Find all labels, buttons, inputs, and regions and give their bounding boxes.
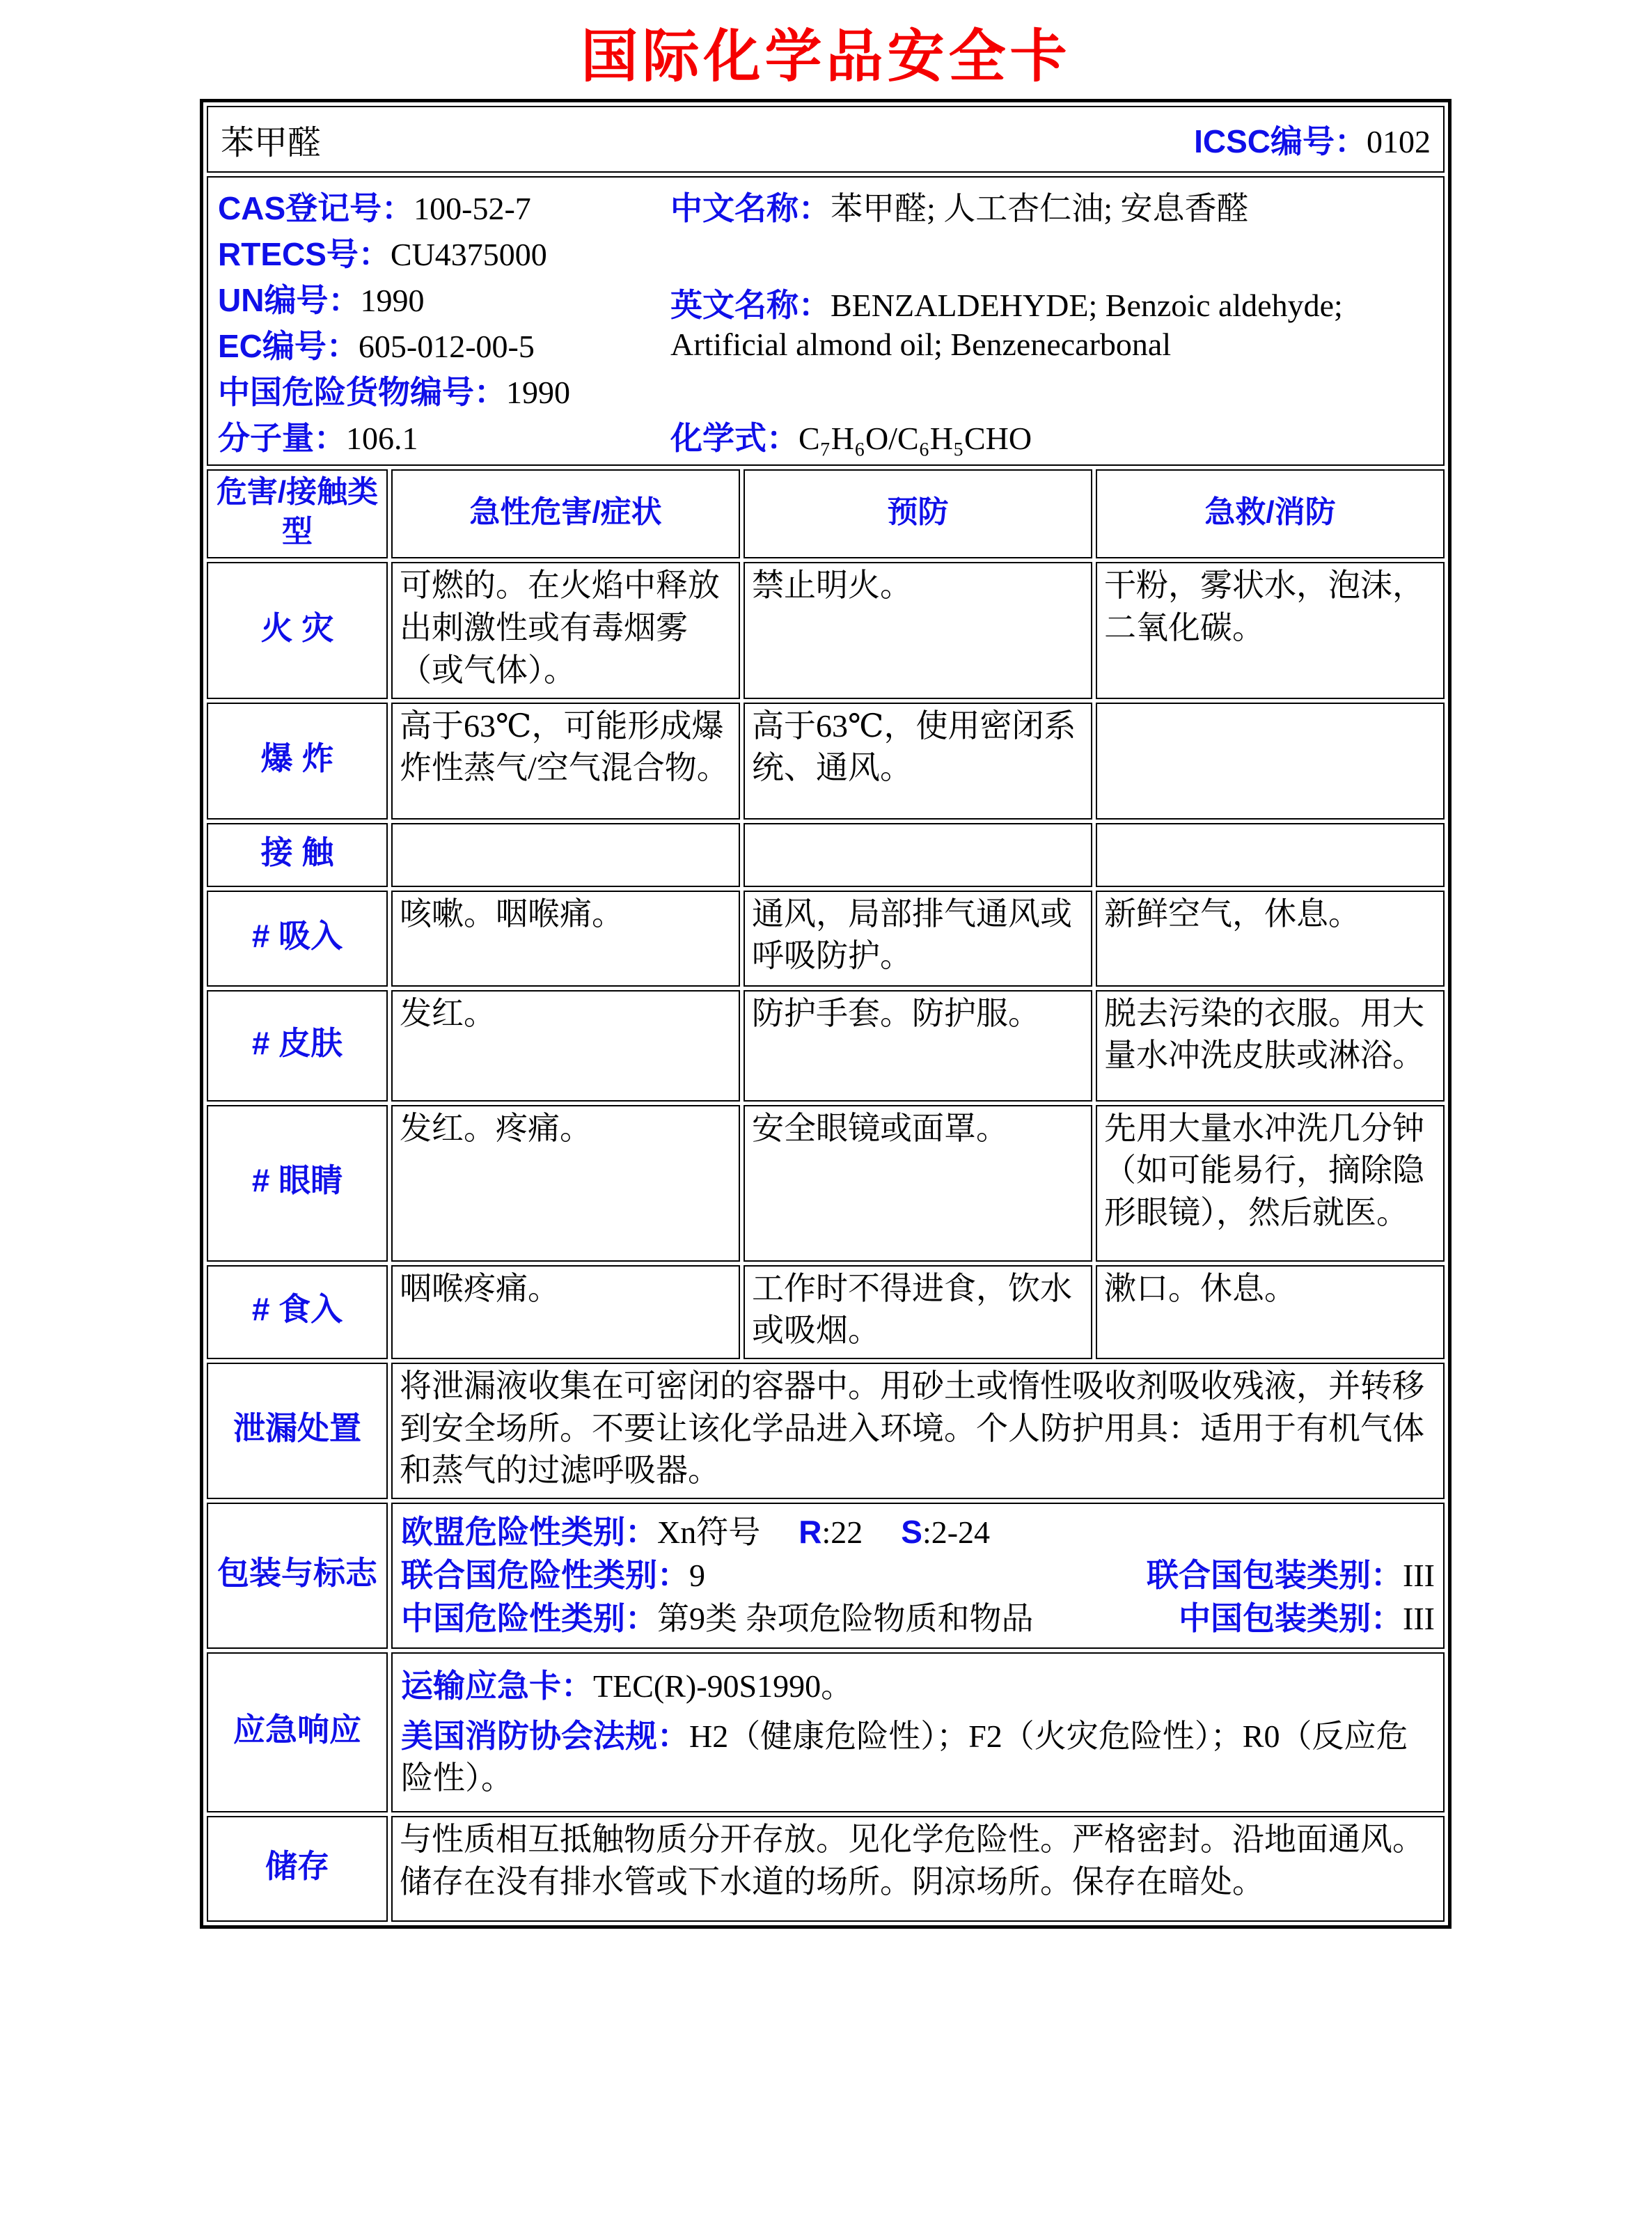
english-name-value: BENZALDEHYDE; Benzoic aldehyde; Artificial almond oil; Benzenecarbonal — [670, 287, 1343, 362]
card-header — [207, 106, 1445, 173]
cn-packing-label: 中国包装类别： — [1179, 1600, 1403, 1637]
icsc-number-label: ICSC编号： — [1194, 123, 1367, 159]
cn-packing-group — [1179, 1597, 1435, 1640]
eu-hazard-class-value: Xn符号 — [657, 1514, 761, 1551]
row-label-explosion: 爆 炸 — [207, 703, 388, 820]
column-header-symptoms: 急性危害/症状 — [391, 469, 740, 558]
spill-disposal-cell: 将泄漏液收集在可密闭的容器中。用砂土或惰性吸收剂吸收残液，并转移到安全场所。不要让该化学品进入环境。个人防护用具：适用于有机气体和蒸气的过滤呼吸器。 — [391, 1363, 1445, 1499]
explosion-response-cell — [1096, 703, 1445, 820]
cn-packing-value: III — [1403, 1601, 1435, 1637]
r-phrase-value: :22 — [821, 1514, 863, 1551]
inhalation-symptoms-cell: 咳嗽。咽喉痛。 — [391, 891, 740, 987]
storage-cell: 与性质相互抵触物质分开存放。见化学危险性。严格密封。沿地面通风。储存在没有排水管或下水道的场所。阴凉场所。保存在暗处。 — [391, 1816, 1445, 1922]
un-hazard-class-group — [401, 1554, 705, 1597]
fire-symptoms-cell: 可燃的。在火焰中释放出刺激性或有毒烟雾（或气体）。 — [391, 562, 740, 698]
row-label-emergency-response: 应急响应 — [207, 1652, 388, 1812]
hazard-table — [207, 469, 1445, 1922]
page-title: 国际化学品安全卡 — [581, 23, 1071, 90]
nfpa-value: H2（健康危险性）；F2（火灾危险性）；R0（反应危险性）。 — [401, 1718, 1408, 1796]
eyes-prevention-cell: 安全眼镜或面罩。 — [744, 1105, 1092, 1262]
r-phrase-label: R — [799, 1514, 822, 1551]
eu-hazard-class-label: 欧盟危险性类别： — [401, 1514, 657, 1551]
ec-number-label: EC编号： — [218, 328, 359, 364]
un-packing-group — [1147, 1554, 1435, 1597]
ec-number-value: 605-012-00-5 — [358, 329, 535, 364]
packaging-cell — [391, 1503, 1445, 1649]
formula-label: 化学式： — [670, 420, 799, 456]
english-name-row — [670, 280, 1429, 363]
skin-prevention-cell: 防护手套。防护服。 — [744, 990, 1092, 1102]
molecular-weight-value: 106.1 — [346, 421, 418, 456]
identification-right-column — [670, 183, 1433, 459]
row-label-inhalation: # 吸入 — [207, 891, 388, 987]
row-label-packaging: 包装与标志 — [207, 1503, 388, 1649]
rtecs-number-value: CU4375000 — [390, 237, 547, 272]
eyes-response-cell: 先用大量水冲洗几分钟（如可能易行，摘除隐形眼镜），然后就医。 — [1096, 1105, 1445, 1262]
substance-name: 苯甲醛 — [221, 124, 322, 162]
row-label-contact: 接 触 — [207, 823, 388, 887]
molecular-weight-label: 分子量： — [218, 420, 346, 456]
china-dg-number-value: 1990 — [506, 375, 570, 410]
china-dg-number-label: 中国危险货物编号： — [218, 374, 506, 410]
un-number-label: UN编号： — [218, 282, 361, 318]
skin-response-cell: 脱去污染的衣服。用大量水冲洗皮肤或淋浴。 — [1096, 990, 1445, 1102]
chinese-name-label: 中文名称： — [670, 190, 831, 226]
tec-card-value: TEC(R)-90S1990。 — [593, 1668, 853, 1705]
eyes-symptoms-cell: 发红。疼痛。 — [391, 1105, 740, 1262]
eu-hazard-class-line — [401, 1511, 1435, 1554]
tec-card-line — [401, 1665, 1435, 1708]
ingestion-prevention-cell: 工作时不得进食，饮水或吸烟。 — [744, 1265, 1092, 1359]
column-header-first-aid: 急救/消防 — [1096, 469, 1445, 558]
un-class-line — [401, 1554, 1435, 1597]
un-packing-value: III — [1403, 1558, 1435, 1594]
contact-response-cell — [1096, 823, 1445, 887]
rtecs-number-row — [218, 229, 670, 275]
identification-left-column — [218, 183, 670, 459]
inhalation-response-cell: 新鲜空气，休息。 — [1096, 891, 1445, 987]
row-label-storage: 储存 — [207, 1816, 388, 1922]
cn-hazard-class-group — [401, 1597, 1034, 1640]
identification-section — [207, 176, 1445, 466]
nfpa-line — [401, 1715, 1435, 1800]
ingestion-symptoms-cell: 咽喉疼痛。 — [391, 1265, 740, 1359]
un-number-value: 1990 — [360, 283, 425, 318]
row-label-eyes: # 眼睛 — [207, 1105, 388, 1262]
english-name-label: 英文名称： — [670, 286, 831, 323]
chinese-name-row — [670, 183, 1429, 229]
column-header-prevention: 预防 — [744, 469, 1092, 558]
s-phrase-label: S — [901, 1514, 922, 1551]
ec-number-row — [218, 321, 670, 367]
cas-number-label: CAS登记号： — [218, 190, 414, 226]
explosion-symptoms-cell: 高于63℃，可能形成爆炸性蒸气/空气混合物。 — [391, 703, 740, 820]
row-label-ingestion: # 食入 — [207, 1265, 388, 1359]
icsc-number-value: 0102 — [1367, 124, 1431, 159]
inhalation-prevention-cell: 通风，局部排气通风或呼吸防护。 — [744, 891, 1092, 987]
cn-hazard-class-label: 中国危险性类别： — [401, 1600, 657, 1637]
row-label-skin: # 皮肤 — [207, 990, 388, 1102]
rtecs-number-label: RTECS号： — [218, 236, 391, 272]
un-packing-label: 联合国包装类别： — [1147, 1557, 1403, 1594]
fire-response-cell: 干粉，雾状水，泡沫，二氧化碳。 — [1096, 562, 1445, 698]
molecular-weight-row — [218, 413, 670, 459]
contact-symptoms-cell — [391, 823, 740, 887]
s-phrase-value: :2-24 — [922, 1514, 991, 1551]
nfpa-label: 美国消防协会法规： — [401, 1717, 689, 1754]
column-header-hazard-type: 危害/接触类型 — [207, 469, 388, 558]
chinese-name-value: 苯甲醛; 人工杏仁油; 安息香醛 — [831, 191, 1249, 226]
ingestion-response-cell: 漱口。休息。 — [1096, 1265, 1445, 1359]
contact-prevention-cell — [744, 823, 1092, 887]
un-number-row — [218, 275, 670, 321]
cn-class-line — [401, 1597, 1435, 1640]
un-hazard-class-label: 联合国危险性类别： — [401, 1557, 689, 1594]
cas-number-value: 100-52-7 — [414, 191, 531, 226]
tec-card-label: 运输应急卡： — [401, 1668, 593, 1705]
cn-hazard-class-value: 第9类 杂项危险物质和物品 — [657, 1601, 1034, 1637]
formula-value: C₇H₆O/C₆H₅CHO — [799, 421, 1032, 456]
china-dg-number-row — [218, 367, 670, 413]
cas-number-row — [218, 183, 670, 229]
emergency-response-cell — [391, 1652, 1445, 1812]
explosion-prevention-cell: 高于63℃，使用密闭系统、通风。 — [744, 703, 1092, 820]
skin-symptoms-cell: 发红。 — [391, 990, 740, 1102]
un-hazard-class-value: 9 — [689, 1558, 705, 1594]
formula-row — [670, 413, 1429, 459]
row-label-fire: 火 灾 — [207, 562, 388, 698]
fire-prevention-cell: 禁止明火。 — [744, 562, 1092, 698]
row-label-spill-disposal: 泄漏处置 — [207, 1363, 388, 1499]
icsc-card — [200, 99, 1452, 1929]
icsc-number-field — [1194, 116, 1431, 162]
